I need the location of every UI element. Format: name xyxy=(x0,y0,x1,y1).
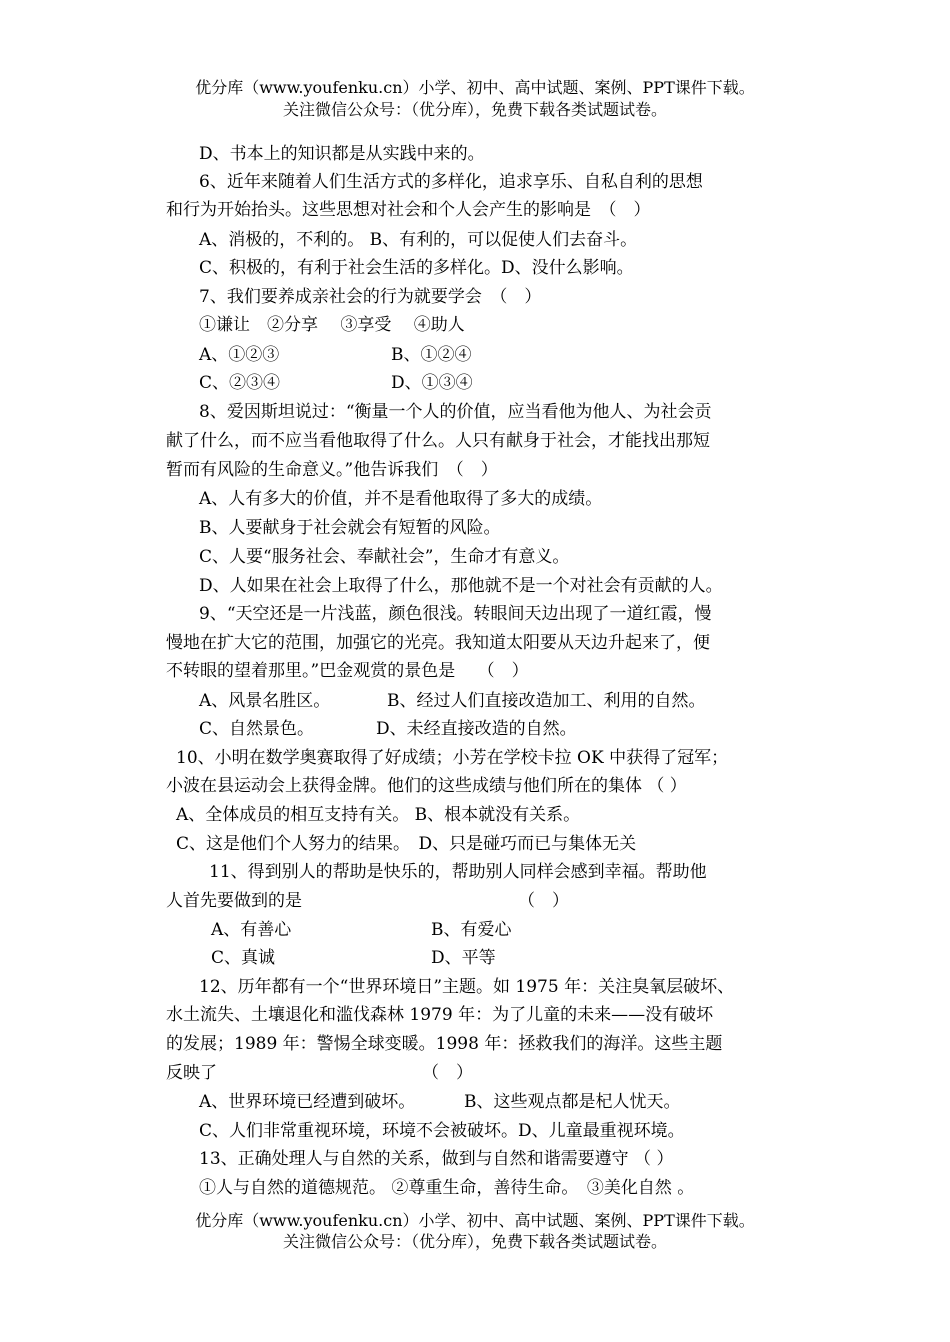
q12-stem-line-2: 水土流失、土壤退化和滥伐森林 1979 年：为了儿童的未来——没有破坏 xyxy=(166,1005,714,1025)
footer-line-2: 关注微信公众号：（优分库），免费下载各类试题试卷。 xyxy=(282,1232,667,1251)
q11-option-c: C、真诚 xyxy=(211,948,276,968)
q10-stem-line-1: 10、小明在数学奥赛取得了好成绩；小芳在学校卡拉 OK 中获得了冠军； xyxy=(176,748,729,768)
q10-options-cd: C、这是他们个人努力的结果。 D、只是碰巧而已与集体无关 xyxy=(176,834,637,854)
q12-option-b: B、这些观点都是杞人忧天。 xyxy=(464,1092,681,1112)
q10-stem-line-2: 小波在县运动会上获得金牌。他们的这些成绩与他们所在的集体 （ ） xyxy=(166,776,687,796)
q7-option-d: D、①③④ xyxy=(391,373,473,393)
q10-options-ab: A、全体成员的相互支持有关。 B、根本就没有关系。 xyxy=(176,805,581,825)
q11-answer-blank: （ ） xyxy=(518,891,569,911)
q12-options-cd: C、人们非常重视环境，环境不会被破坏。D、儿童最重视环境。 xyxy=(199,1121,685,1141)
q12-stem-line-3: 的发展；1989 年：警惕全球变暖。1998 年：拯救我们的海洋。这些主题 xyxy=(166,1034,723,1054)
q11-option-a: A、有善心 xyxy=(211,920,292,940)
q7-stem: 7、我们要养成亲社会的行为就要学会 （ ） xyxy=(199,287,542,307)
q9-stem-line-1: 9、“天空还是一片浅蓝，颜色很浅。转眼间天边出现了一道红霞，慢 xyxy=(199,604,712,624)
q6-stem-line-2: 和行为开始抬头。这些思想对社会和个人会产生的影响是 （ ） xyxy=(166,200,651,220)
q5-option-d: D、书本上的知识都是从实践中来的。 xyxy=(199,144,485,164)
q12-answer-blank: （ ） xyxy=(422,1063,473,1083)
q12-stem-line-4: 反映了 xyxy=(166,1063,217,1083)
q9-option-c: C、自然景色。 xyxy=(199,719,315,739)
q11-stem-line-1: 11、得到别人的帮助是快乐的，帮助别人同样会感到幸福。帮助他 xyxy=(209,862,707,882)
q12-stem-line-1: 12、历年都有一个“世界环境日”主题。如 1975 年：关注臭氧层破坏、 xyxy=(199,977,735,997)
q6-stem-line-1: 6、近年来随着人们生活方式的多样化，追求享乐、自私自利的思想 xyxy=(199,172,703,192)
q9-option-b: B、经过人们直接改造加工、利用的自然。 xyxy=(387,691,706,711)
q11-option-d: D、平等 xyxy=(431,948,496,968)
q8-option-b: B、人要献身于社会就会有短暂的风险。 xyxy=(199,518,501,538)
q7-option-b: B、①②④ xyxy=(391,345,472,365)
q8-stem-line-2: 献了什么，而不应当看他取得了什么。人只有献身于社会，才能找出那短 xyxy=(166,431,710,451)
q8-option-d: D、人如果在社会上取得了什么，那他就不是一个对社会有贡献的人。 xyxy=(199,576,723,596)
q8-option-a: A、人有多大的价值，并不是看他取得了多大的成绩。 xyxy=(199,489,603,509)
q6-options-ab: A、消极的，不利的。 B、有利的，可以促使人们去奋斗。 xyxy=(199,230,638,250)
q7-choices: ①谦让 ②分享 ③享受 ④助人 xyxy=(199,315,465,335)
q7-option-a: A、①②③ xyxy=(199,345,280,365)
q8-stem-line-1: 8、爱因斯坦说过：“衡量一个人的价值，应当看他为他人、为社会贡 xyxy=(199,402,712,422)
q9-stem-line-2: 慢地在扩大它的范围，加强它的光亮。我知道太阳要从天边升起来了，便 xyxy=(166,633,710,653)
q9-option-a: A、风景名胜区。 xyxy=(199,691,331,711)
q11-option-b: B、有爱心 xyxy=(431,920,512,940)
header-line-1: 优分库（www.youfenku.cn）小学、初中、高中试题、案例、PPT课件下载。 xyxy=(195,78,755,97)
q8-stem-line-3: 暂而有风险的生命意义。”他告诉我们 （ ） xyxy=(166,460,498,480)
q13-choices: ①人与自然的道德规范。 ②尊重生命，善待生命。 ③美化自然 。 xyxy=(199,1178,695,1198)
q6-options-cd: C、积极的，有利于社会生活的多样化。D、没什么影响。 xyxy=(199,258,634,278)
footer-line-1: 优分库（www.youfenku.cn）小学、初中、高中试题、案例、PPT课件下载。 xyxy=(195,1211,755,1230)
header-line-2: 关注微信公众号：（优分库），免费下载各类试题试卷。 xyxy=(282,100,667,119)
q13-stem: 13、正确处理人与自然的关系，做到与自然和谐需要遵守 （ ） xyxy=(199,1149,674,1169)
q9-stem-line-3: 不转眼的望着那里。”巴金观赏的景色是 （ ） xyxy=(166,661,529,681)
q11-stem-line-2: 人首先要做到的是 xyxy=(166,891,302,911)
q12-option-a: A、世界环境已经遭到破坏。 xyxy=(199,1092,416,1112)
q7-option-c: C、②③④ xyxy=(199,373,281,393)
q9-option-d: D、未经直接改造的自然。 xyxy=(376,719,577,739)
q8-option-c: C、人要“服务社会、奉献社会”，生命才有意义。 xyxy=(199,547,570,567)
